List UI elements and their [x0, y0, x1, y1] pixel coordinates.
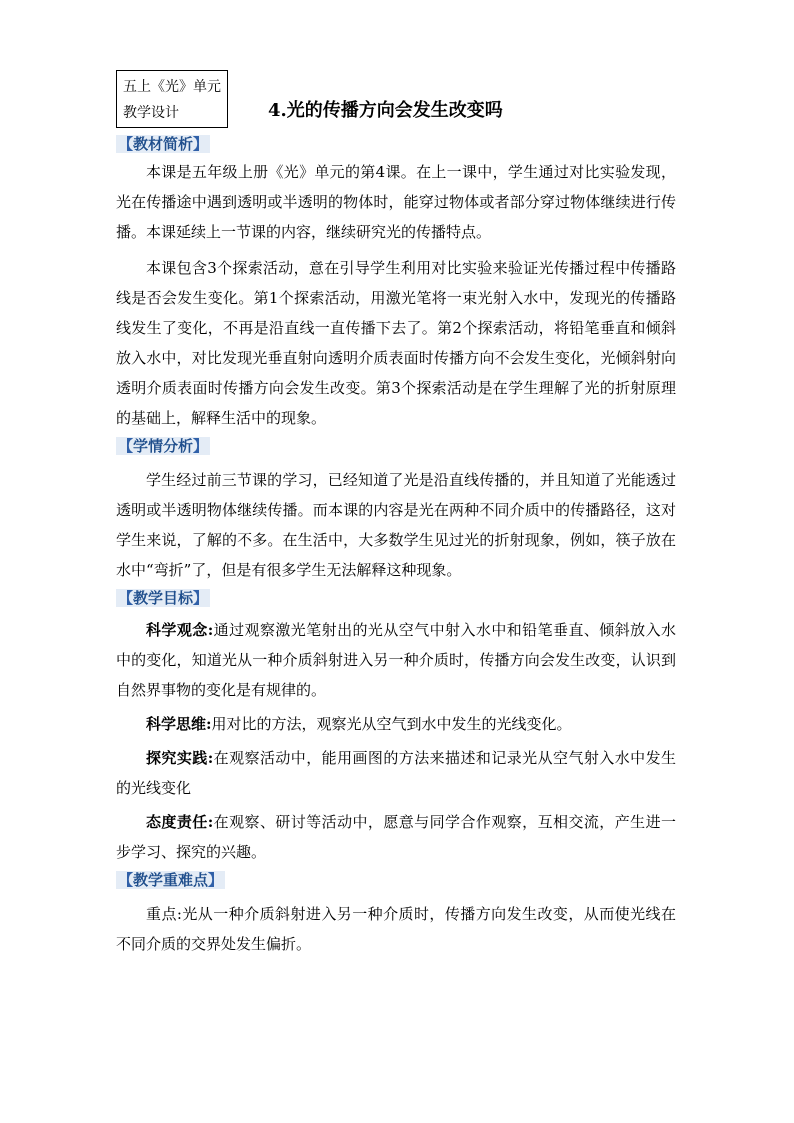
goal-label: 科学观念: — [146, 621, 214, 639]
document-title: 4.光的传播方向会发生改变吗 — [268, 100, 503, 121]
key-paragraph-1: 重点:光从一种介质斜射进入另一种介质时，传播方向发生改变，从而使光线在不同介质的交界处发生偏折。 — [116, 905, 676, 953]
goal-text: 用对比的方法，观察光从空气到水中发生的光线变化。 — [211, 715, 572, 733]
goal-label: 态度责任: — [146, 813, 214, 831]
section-heading-key: 【教学重难点】 — [118, 871, 224, 889]
goal-text: 在观察、研讨等活动中，愿意与同学合作观察，互相交流，产生进一步学习、探究的兴趣。 — [116, 813, 676, 861]
goal-item — [116, 615, 676, 705]
section-heading-material: 【教材简析】 — [118, 135, 209, 153]
goal-text: 通过观察激光笔射出的光从空气中射入水中和铅笔垂直、倾斜放入水中的变化，知道光从一种介质斜射进入另一种介质时，传播方向会发生改变，认识到自然界事物的变化是有规律的。 — [116, 621, 676, 699]
unit-label: 五上《光》单元教学设计 — [123, 79, 221, 121]
goal-text: 在观察活动中，能用画图的方法来描述和记录光从空气射入水中发生的光线变化 — [116, 749, 676, 797]
section-heading-students: 【学情分析】 — [118, 437, 209, 455]
goal-label: 探究实践: — [146, 749, 214, 767]
section-heading-goals: 【教学目标】 — [118, 589, 209, 607]
goal-item — [116, 709, 676, 739]
goal-item — [116, 743, 676, 803]
document-body — [116, 131, 676, 959]
material-paragraph-1: 本课是五年级上册《光》单元的第4课。在上一课中，学生通过对比实验发现，光在传播途中遇到透明或半透明的物体时，能穿过物体或者部分穿过物体继续进行传播。本课延续上一节课的内容，继续研究光的传播特点。 — [116, 163, 676, 241]
goal-item — [116, 807, 676, 867]
goal-label: 科学思维: — [146, 715, 212, 733]
students-paragraph-1: 学生经过前三节课的学习，已经知道了光是沿直线传播的，并且知道了光能透过透明或半透明物体继续传播。而本课的内容是光在两种不同介质中的传播路径，这对学生来说，了解的不多。在生活中，大多数学生见过光的折射现象，例如，筷子放在水中“弯折”了，但是有很多学生无法解释这种现象。 — [116, 471, 676, 579]
unit-label-box — [116, 70, 228, 128]
material-paragraph-2: 本课包含3个探索活动，意在引导学生利用对比实验来验证光传播过程中传播路线是否会发生变化。第1个探索活动，用激光笔将一束光射入水中，发现光的传播路线发生了变化，不再是沿直线一直传播下去了。第2个探索活动，将铅笔垂直和倾斜放入水中，对比发现光垂直射向透明介质表面时传播方向不会发生变化，光倾斜射向透明介质表面时传播方向会发生改变。第3个探索活动是在学生理解了光的折射原理的基础上，解释生活中的现象。 — [116, 259, 676, 427]
